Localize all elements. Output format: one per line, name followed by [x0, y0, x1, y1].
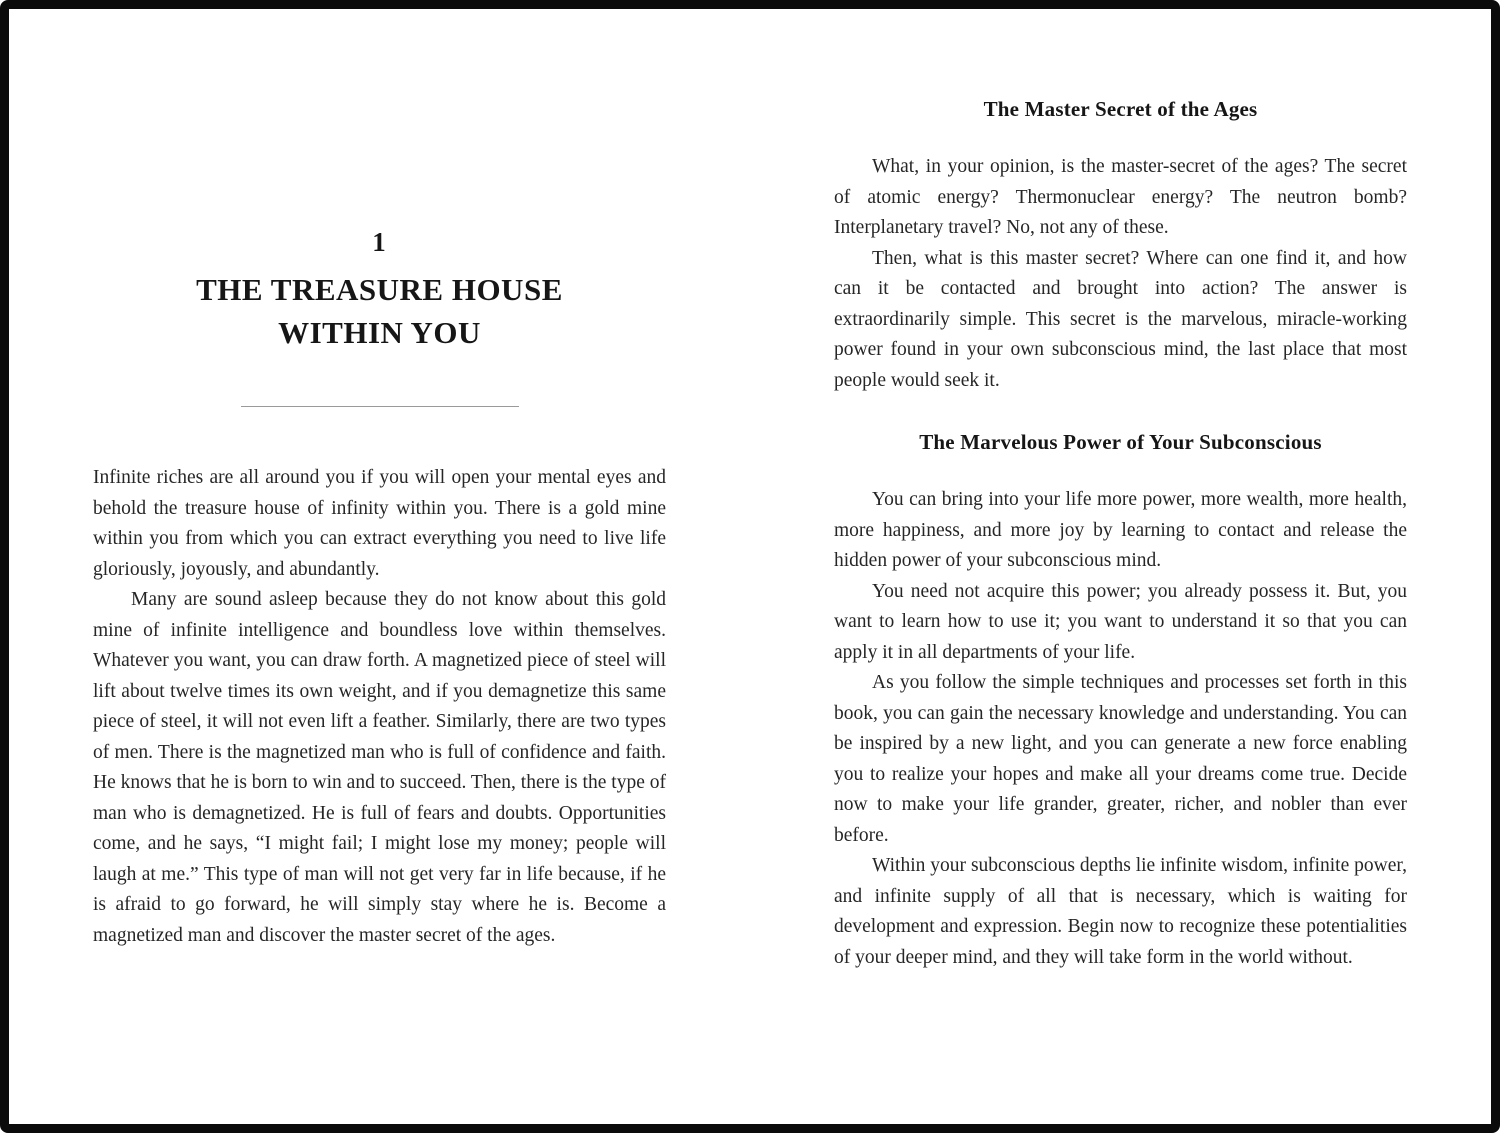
paragraph: As you follow the simple techniques and processes set forth in this book, you can gain the necessary knowledge and understanding. You can be inspired by a new light, and you can generate a new force enabling you to realize your hopes and make all your dreams come true. Decide now to make your life grander, greater, richer, and nobler than ever before. — [834, 672, 1407, 846]
paragraph: Many are sound asleep because they do not know about this gold mine of infinite intelligence and boundless love within themselves. Whatever you want, you can draw forth. A magnetized piece of steel will lift about twelve times its own weight, and if you demagnetize this same piece of steel, it will not even lift a feather. Similarly, there are two types of men. There is the magnetized man who is full of confidence and faith. He knows that he is born to win and to succeed. Then, there is the type of man who is demagnetized. He is full of fears and doubts. Opportunities come, and he says, “I might fail; I might lose my money; people will laugh at me.” This type of man will not get very far in life because, if he is afraid to go forward, he will simply stay where he is. Become a magnetized man and discover the master secret of the ages. — [93, 589, 666, 946]
left-page-body — [93, 463, 666, 951]
section-spacer — [834, 396, 1407, 430]
section-heading-master-secret: The Master Secret of the Ages — [983, 97, 1258, 121]
chapter-title-line-2: WITHIN YOU — [278, 315, 481, 350]
chapter-title — [93, 268, 666, 354]
section-2-body — [834, 485, 1407, 973]
paragraph: You need not acquire this power; you already possess it. But, you want to learn how to use it; you want to understand it so that you can apply it in all departments of your life. — [834, 580, 1407, 663]
section-heading-marvelous-power: The Marvelous Power of Your Subconscious — [919, 430, 1322, 454]
paragraph: Within your subconscious depths lie infinite wisdom, infinite power, and infinite supply of all that is necessary, which is waiting for development and expression. Begin now to recognize these potentialities of your deeper mind, and they will take form in the world without. — [834, 855, 1407, 968]
paragraph: Then, what is this master secret? Where can one find it, and how can it be contacted and brought into action? The answer is extraordinarily simple. This secret is the marvelous, miracle-working power found in your own subconscious mind, the last place that most people would seek it. — [834, 247, 1407, 391]
two-page-spread — [9, 9, 1491, 1124]
chapter-number: 1 — [372, 227, 387, 257]
chapter-title-line-1: THE TREASURE HOUSE — [196, 272, 563, 307]
chapter-divider-rule — [241, 406, 519, 407]
left-page — [9, 9, 750, 1124]
section-1-body — [834, 152, 1407, 396]
paragraph: What, in your opinion, is the master-secret of the ages? The secret of atomic energy? Thermonuclear energy? The neutron bomb? Interplanetary travel? No, not any of these. — [834, 156, 1407, 238]
chapter-heading-block — [93, 227, 666, 407]
right-page — [750, 9, 1491, 1124]
paragraph: Infinite riches are all around you if you will open your mental eyes and behold the treasure house of infinity within you. There is a gold mine within you from which you can extract everything you need to live life gloriously, joyously, and abundantly. — [93, 467, 666, 580]
left-page-content — [9, 227, 750, 951]
right-page-content — [750, 9, 1491, 973]
paragraph: You can bring into your life more power, more wealth, more health, more happiness, and more joy by learning to contact and release the hidden power of your subconscious mind. — [834, 489, 1407, 571]
